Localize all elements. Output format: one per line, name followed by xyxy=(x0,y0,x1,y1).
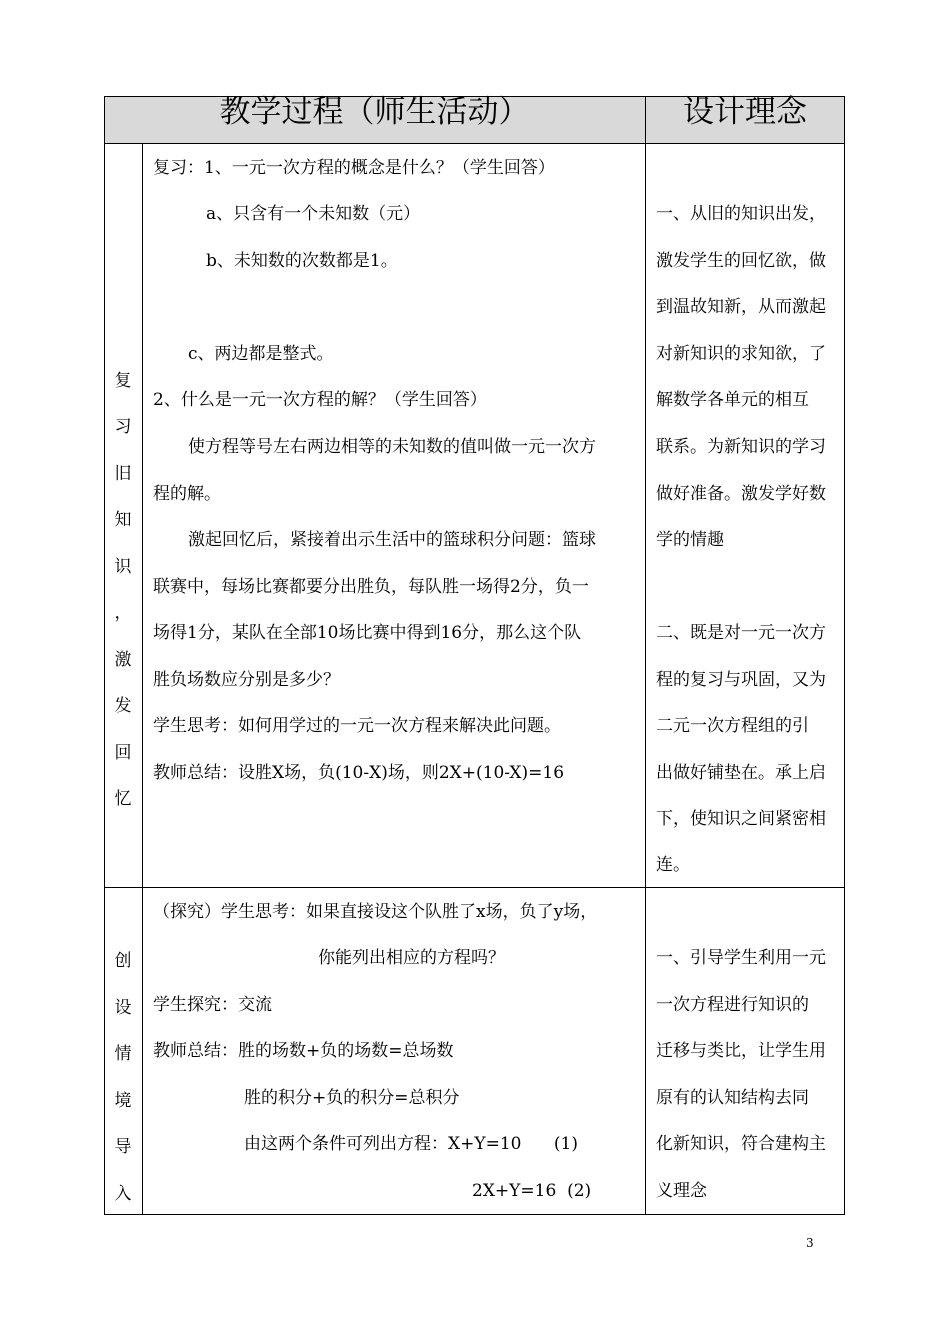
concept1-line: 学的情趣 xyxy=(656,530,724,550)
equation-2: 2X+Y=16 (2) xyxy=(472,1181,592,1201)
teacher-summary-points: 胜的积分+负的积分=总积分 xyxy=(244,1088,460,1108)
concept2-line: 一次方程进行知识的 xyxy=(656,995,809,1015)
concept1-line: 对新知识的求知欲，了 xyxy=(656,344,826,364)
review-point-b: b、未知数的次数都是1。 xyxy=(206,251,398,271)
concept1-line: 程的复习与巩固，又为 xyxy=(656,670,826,690)
concept1-line: 连。 xyxy=(656,855,690,875)
basketball-problem-line1: 激起回忆后，紧接着出示生活中的篮球积分问题：篮球 xyxy=(188,530,596,550)
basketball-problem-line3: 场得1分，某队在全部10场比赛中得到16分，那么这个队 xyxy=(153,623,582,643)
teacher-summary: 教师总结：设胜X场，负(10-X)场，则2X+(10-X)=16 xyxy=(153,763,565,783)
concept2-line: 一、引导学生利用一元 xyxy=(656,948,826,968)
concept1-line: 下，使知识之间紧密相 xyxy=(656,809,826,829)
concept2-line: 迁移与类比，让学生用 xyxy=(656,1041,826,1061)
review-point-a: a、只含有一个未知数（元） xyxy=(206,204,421,224)
side-char: 入 xyxy=(114,1184,132,1204)
concept2-line: 原有的认知结构去同 xyxy=(656,1088,809,1108)
concept1-line: 激发学生的回忆欲，做 xyxy=(656,251,826,271)
concept-column-title: 设计理念 xyxy=(683,94,807,130)
side-char: 创 xyxy=(114,951,132,971)
side-char: 激 xyxy=(114,650,132,670)
concept2-line: 化新知识，符合建构主 xyxy=(656,1134,826,1154)
concept1-line: 一、从旧的知识出发， xyxy=(656,204,826,224)
concept1-line: 二、既是对一元一次方 xyxy=(656,623,826,643)
side-char: ， xyxy=(114,603,132,623)
side-char: 设 xyxy=(114,998,132,1018)
table-border-right xyxy=(844,96,845,1215)
explore-question-line2: 你能列出相应的方程吗？ xyxy=(318,948,505,968)
side-char: 情 xyxy=(114,1044,132,1064)
side-char: 导 xyxy=(114,1137,132,1157)
concept1-line: 做好准备。激发学好数 xyxy=(656,484,826,504)
side-char: 发 xyxy=(114,696,132,716)
equation-1: 由这两个条件可列出方程：X+Y=10 (1) xyxy=(244,1134,578,1154)
solution-definition-line2: 程的解。 xyxy=(153,484,221,504)
student-thinking: 学生思考：如何用学过的一元一次方程来解决此问题。 xyxy=(153,716,561,736)
solution-definition-line1: 使方程等号左右两边相等的未知数的值叫做一元一次方 xyxy=(188,437,596,457)
side-char: 习 xyxy=(114,417,132,437)
student-explore: 学生探究：交流 xyxy=(153,995,272,1015)
table-border-concept-col xyxy=(645,96,646,1215)
side-char: 复 xyxy=(114,371,132,391)
side-char: 知 xyxy=(114,510,132,530)
teacher-summary-games: 教师总结：胜的场数+负的场数=总场数 xyxy=(153,1041,454,1061)
review-point-c: c、两边都是整式。 xyxy=(188,344,334,364)
basketball-problem-line4: 胜负场数应分别是多少？ xyxy=(153,670,340,690)
table-border-header-bottom xyxy=(104,143,845,144)
process-column-title: 教学过程（师生活动） xyxy=(219,94,530,130)
explore-question-line1: （探究）学生思考：如果直接设这个队胜了x场，负了y场， xyxy=(153,902,598,922)
side-char: 旧 xyxy=(114,464,132,484)
concept1-line: 联系。为新知识的学习 xyxy=(656,437,826,457)
page-number: 3 xyxy=(806,1236,814,1250)
concept1-line: 出做好铺垫在。承上启 xyxy=(656,763,826,783)
basketball-problem-line2: 联赛中，每场比赛都要分出胜负，每队胜一场得2分，负一 xyxy=(153,577,589,597)
review-question-2: 2、什么是一元一次方程的解？（学生回答） xyxy=(153,390,487,410)
side-char: 回 xyxy=(114,743,132,763)
side-char: 忆 xyxy=(114,789,132,809)
concept1-line: 二元一次方程组的引 xyxy=(656,716,809,736)
table-border-row-divider xyxy=(104,887,845,888)
review-question-1: 复习：1、一元一次方程的概念是什么？（学生回答） xyxy=(153,158,555,178)
side-char: 境 xyxy=(114,1091,132,1111)
table-border-side-col xyxy=(142,143,143,1215)
concept2-line: 义理念 xyxy=(656,1181,707,1201)
concept1-line: 到温故知新，从而激起 xyxy=(656,297,826,317)
side-char: 识 xyxy=(114,557,132,577)
concept1-line: 解数学各单元的相互 xyxy=(656,390,809,410)
table-border-bottom xyxy=(104,1214,845,1215)
